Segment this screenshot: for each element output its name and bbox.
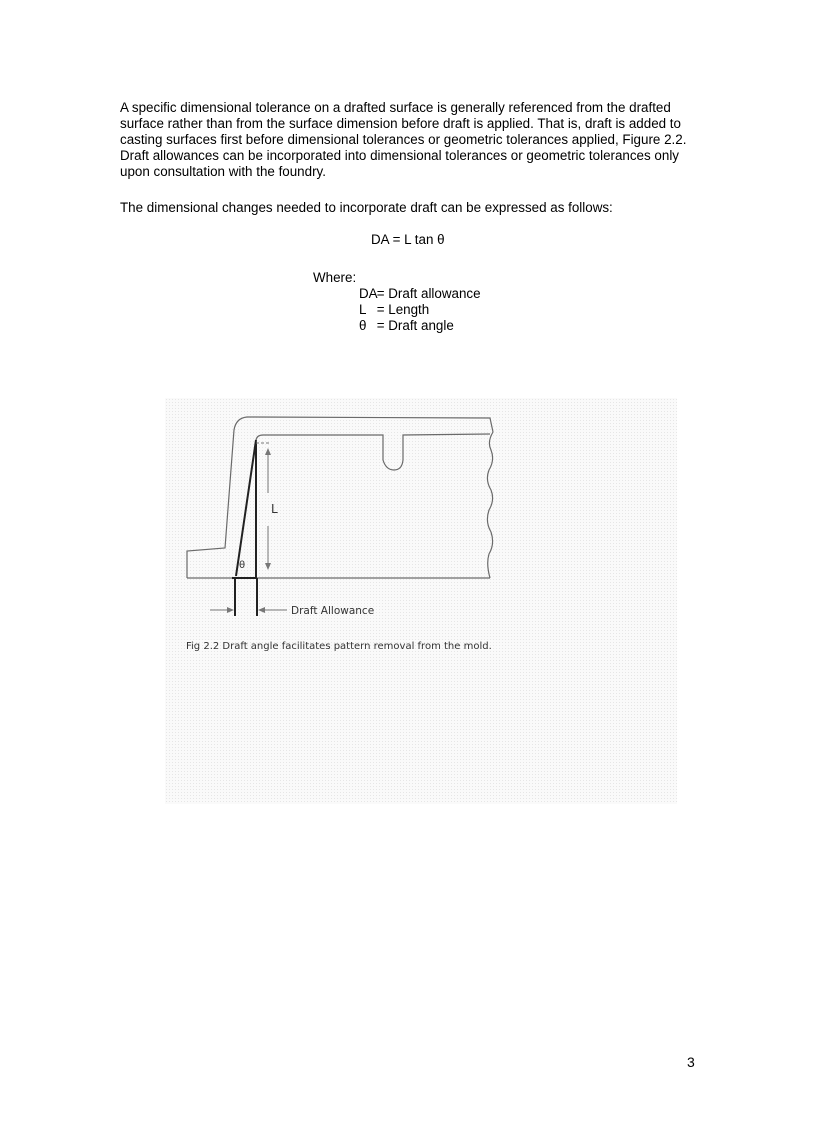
- definition-meaning: = Draft angle: [373, 318, 454, 333]
- draft-allowance-label: Draft Allowance: [291, 605, 375, 617]
- casting-break-edge: [487, 432, 493, 578]
- casting-outer-outline: [187, 417, 493, 578]
- definition-item: [359, 318, 481, 334]
- figure-caption: Fig 2.2 Draft angle facilitates pattern removal from the mold.: [186, 641, 492, 652]
- definition-item: [359, 286, 481, 302]
- where-label: Where:: [313, 270, 357, 285]
- definition-list: [359, 286, 481, 334]
- angle-label: θ: [239, 560, 246, 571]
- definition-symbol: DA: [359, 286, 378, 301]
- definition-symbol: L: [359, 302, 367, 317]
- where-block: [313, 270, 481, 334]
- arrow-up-icon: [265, 448, 271, 455]
- draft-angle-figure: [165, 398, 677, 804]
- pattern-inner-outline: [256, 434, 490, 470]
- arrow-down-icon: [265, 563, 271, 570]
- draft-diagram: [165, 398, 677, 804]
- definition-symbol: θ: [359, 318, 367, 333]
- draft-formula: DA = L tan θ: [371, 232, 445, 247]
- page-number: 3: [687, 1054, 695, 1070]
- paragraph-dimensional-changes: The dimensional changes needed to incorporate draft can be expressed as follows:: [120, 200, 613, 215]
- definition-item: [359, 302, 481, 318]
- definition-meaning: = Draft allowance: [373, 286, 481, 301]
- length-label: L: [271, 502, 278, 516]
- arrow-left-icon: [258, 607, 265, 613]
- drafted-wall-line: [236, 440, 256, 576]
- definition-meaning: = Length: [373, 302, 430, 317]
- arrow-right-icon: [227, 607, 234, 613]
- paragraph-draft-tolerance: A specific dimensional tolerance on a drafted surface is generally referenced from the drafted surface rather than from the surface dimension before draft is applied. That is, draft is added to casting surfaces first before dimensional tolerances or geometric tolerances applied, Figure 2.2. Draft allowances can be incorporated into dimensional tolerances or geometric tolerances only upon consultation with the foundry.: [120, 100, 687, 179]
